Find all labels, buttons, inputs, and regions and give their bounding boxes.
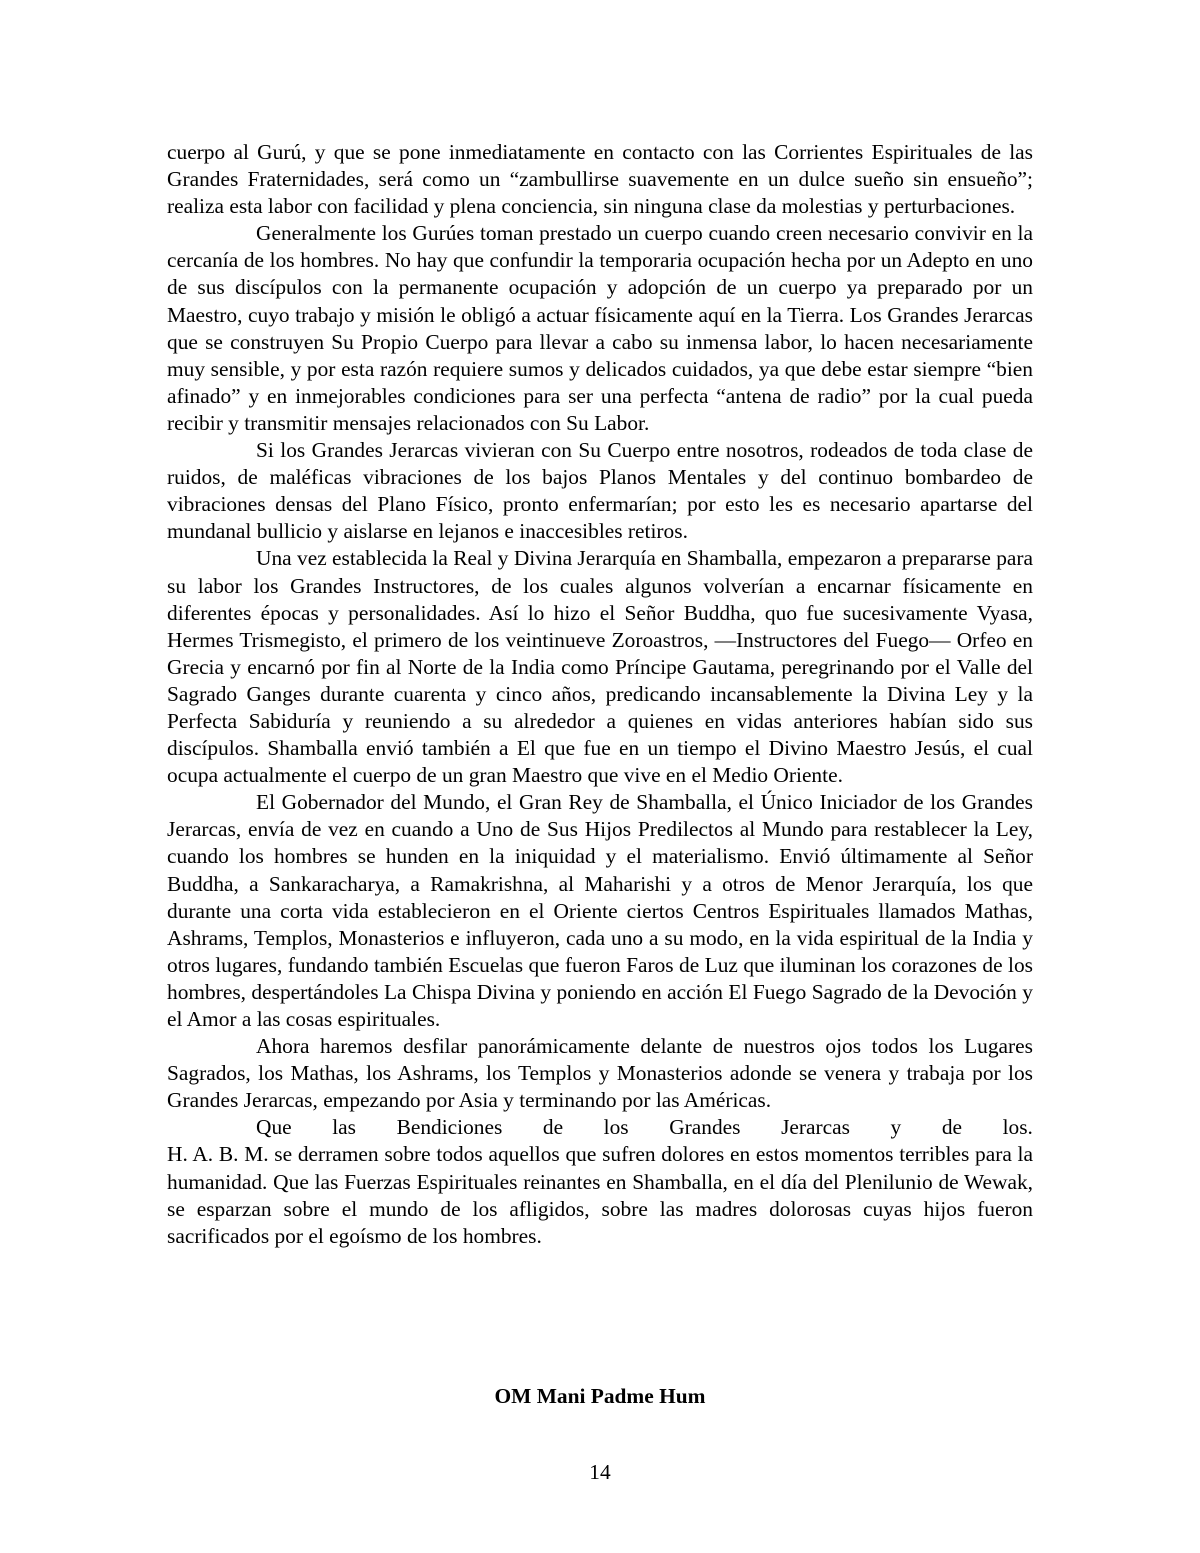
blessing-word: los.	[1002, 1115, 1033, 1140]
blessing-word: Que	[256, 1115, 292, 1140]
paragraph-1: cuerpo al Gurú, y que se pone inmediatamente en contacto con las Corrientes Espirituales de las Grandes Fraternidades, será como un “zambullirse suavemente en un dulce sueño sin ensueño”; realiza esta labor con facilidad y plena conciencia, sin ninguna clase da molestias y perturbaciones.	[167, 140, 1033, 219]
page-number: 14	[589, 1460, 611, 1484]
paragraph-3: Si los Grandes Jerarcas vivieran con Su Cuerpo entre nosotros, rodeados de toda clase de ruidos, de maléficas vibraciones de los bajos Planos Mentales y del continuo bombardeo de vibraciones densas del Plano Físico, pronto enfermarían; por esto les es necesario apartarse del mundanal bullicio y aislarse en lejanos e inaccesibles retiros.	[167, 438, 1033, 544]
blessing-word: Grandes	[669, 1115, 741, 1140]
blessing-word: de	[941, 1115, 963, 1140]
closing-mantra: OM Mani Padme Hum	[494, 1384, 706, 1408]
paragraph-5: El Gobernador del Mundo, el Gran Rey de Shamballa, el Único Iniciador de los Grandes Jerarcas, envía de vez en cuando a Uno de Sus Hijos Predilectos al Mundo para restablecer la Ley, cuando los hombres se hunden en la iniquidad y el materialismo. Envió últimamente al Señor Buddha, a Sankaracharya, a Ramakrishna, al Maharishi y a otros de Menor Jerarquía, los que durante una corta vida establecieron en el Oriente ciertos Centros Espirituales llamados Mathas, Ashrams, Templos, Monasterios e influyeron, cada uno a su modo, en la vida espiritual de la India y otros lugares, fundando también Escuelas que fueron Faros de Luz que iluminan los corazones de los hombres, despertándoles La Chispa Divina y poniendo en acción El Fuego Sagrado de la Devoción y el Amor a las cosas espirituales.	[167, 790, 1033, 1031]
paragraph-4: Una vez establecida la Real y Divina Jerarquía en Shamballa, empezaron a prepararse para su labor los Grandes Instructores, de los cuales algunos volverían a encarnar físicamente en diferentes épocas y personalidades. Así lo hizo el Señor Buddha, quo fue sucesivamente Vyasa, Hermes Trismegisto, el primero de los veintinueve Zoroastros, —Instructores del Fuego— Orfeo en Grecia y encarnó por fin al Norte de la India como Príncipe Gautama, peregrinando por el Valle del Sagrado Ganges durante cuarenta y cinco años, predicando incansablemente la Divina Ley y la Perfecta Sabiduría y reuniendo a su alrededor a quienes en vidas anteriores habían sido sus discípulos. Shamballa envió también a El que fue en un tiempo el Divino Maestro Jesús, el cual ocupa actualmente el cuerpo de un gran Maestro que vive en el Medio Oriente.	[167, 546, 1033, 788]
blessing-word: las	[332, 1115, 356, 1140]
blessing-word: de	[542, 1115, 564, 1140]
blessing-first-line	[167, 1114, 1033, 1141]
document-body	[167, 139, 1033, 1250]
paragraph-6: Ahora haremos desfilar panorámicamente delante de nuestros ojos todos los Lugares Sagrados, los Mathas, los Ashrams, los Templos y Monasterios adonde se venera y trabaja por los Grandes Jerarcas, empezando por Asia y terminando por las Américas.	[167, 1034, 1033, 1113]
blessing-word: los	[603, 1115, 629, 1140]
blessing-word: y	[890, 1115, 902, 1140]
blessing-word: Jerarcas	[781, 1115, 850, 1140]
blessing-word: Bendiciones	[396, 1115, 503, 1140]
blessing-paragraph: H. A. B. M. se derramen sobre todos aquellos que sufren dolores en estos momentos terribles para la humanidad. Que las Fuerzas Espirituales reinantes en Shamballa, en el día del Plenilunio de Wewak, se esparzan sobre el mundo de los afligidos, sobre las madres dolorosas cuyas hijos fueron sacrificados por el egoísmo de los hombres.	[167, 1142, 1033, 1248]
paragraph-2: Generalmente los Gurúes toman prestado un cuerpo cuando creen necesario convivir en la cercanía de los hombres. No hay que confundir la temporaria ocupación hecha por un Adepto en uno de sus discípulos con la permanente ocupación y adopción de un cuerpo ya preparado por un Maestro, cuyo trabajo y misión le obligó a actuar físicamente aquí en la Tierra. Los Grandes Jerarcas que se construyen Su Propio Cuerpo para llevar a cabo su inmensa labor, lo hacen necesariamente muy sensible, y por esta razón requiere sumos y delicados cuidados, ya que debe estar siempre “bien afinado” y en inmejorables condiciones para ser una perfecta “antena de radio” por la cual pueda recibir y transmitir mensajes relacionados con Su Labor.	[167, 221, 1033, 435]
